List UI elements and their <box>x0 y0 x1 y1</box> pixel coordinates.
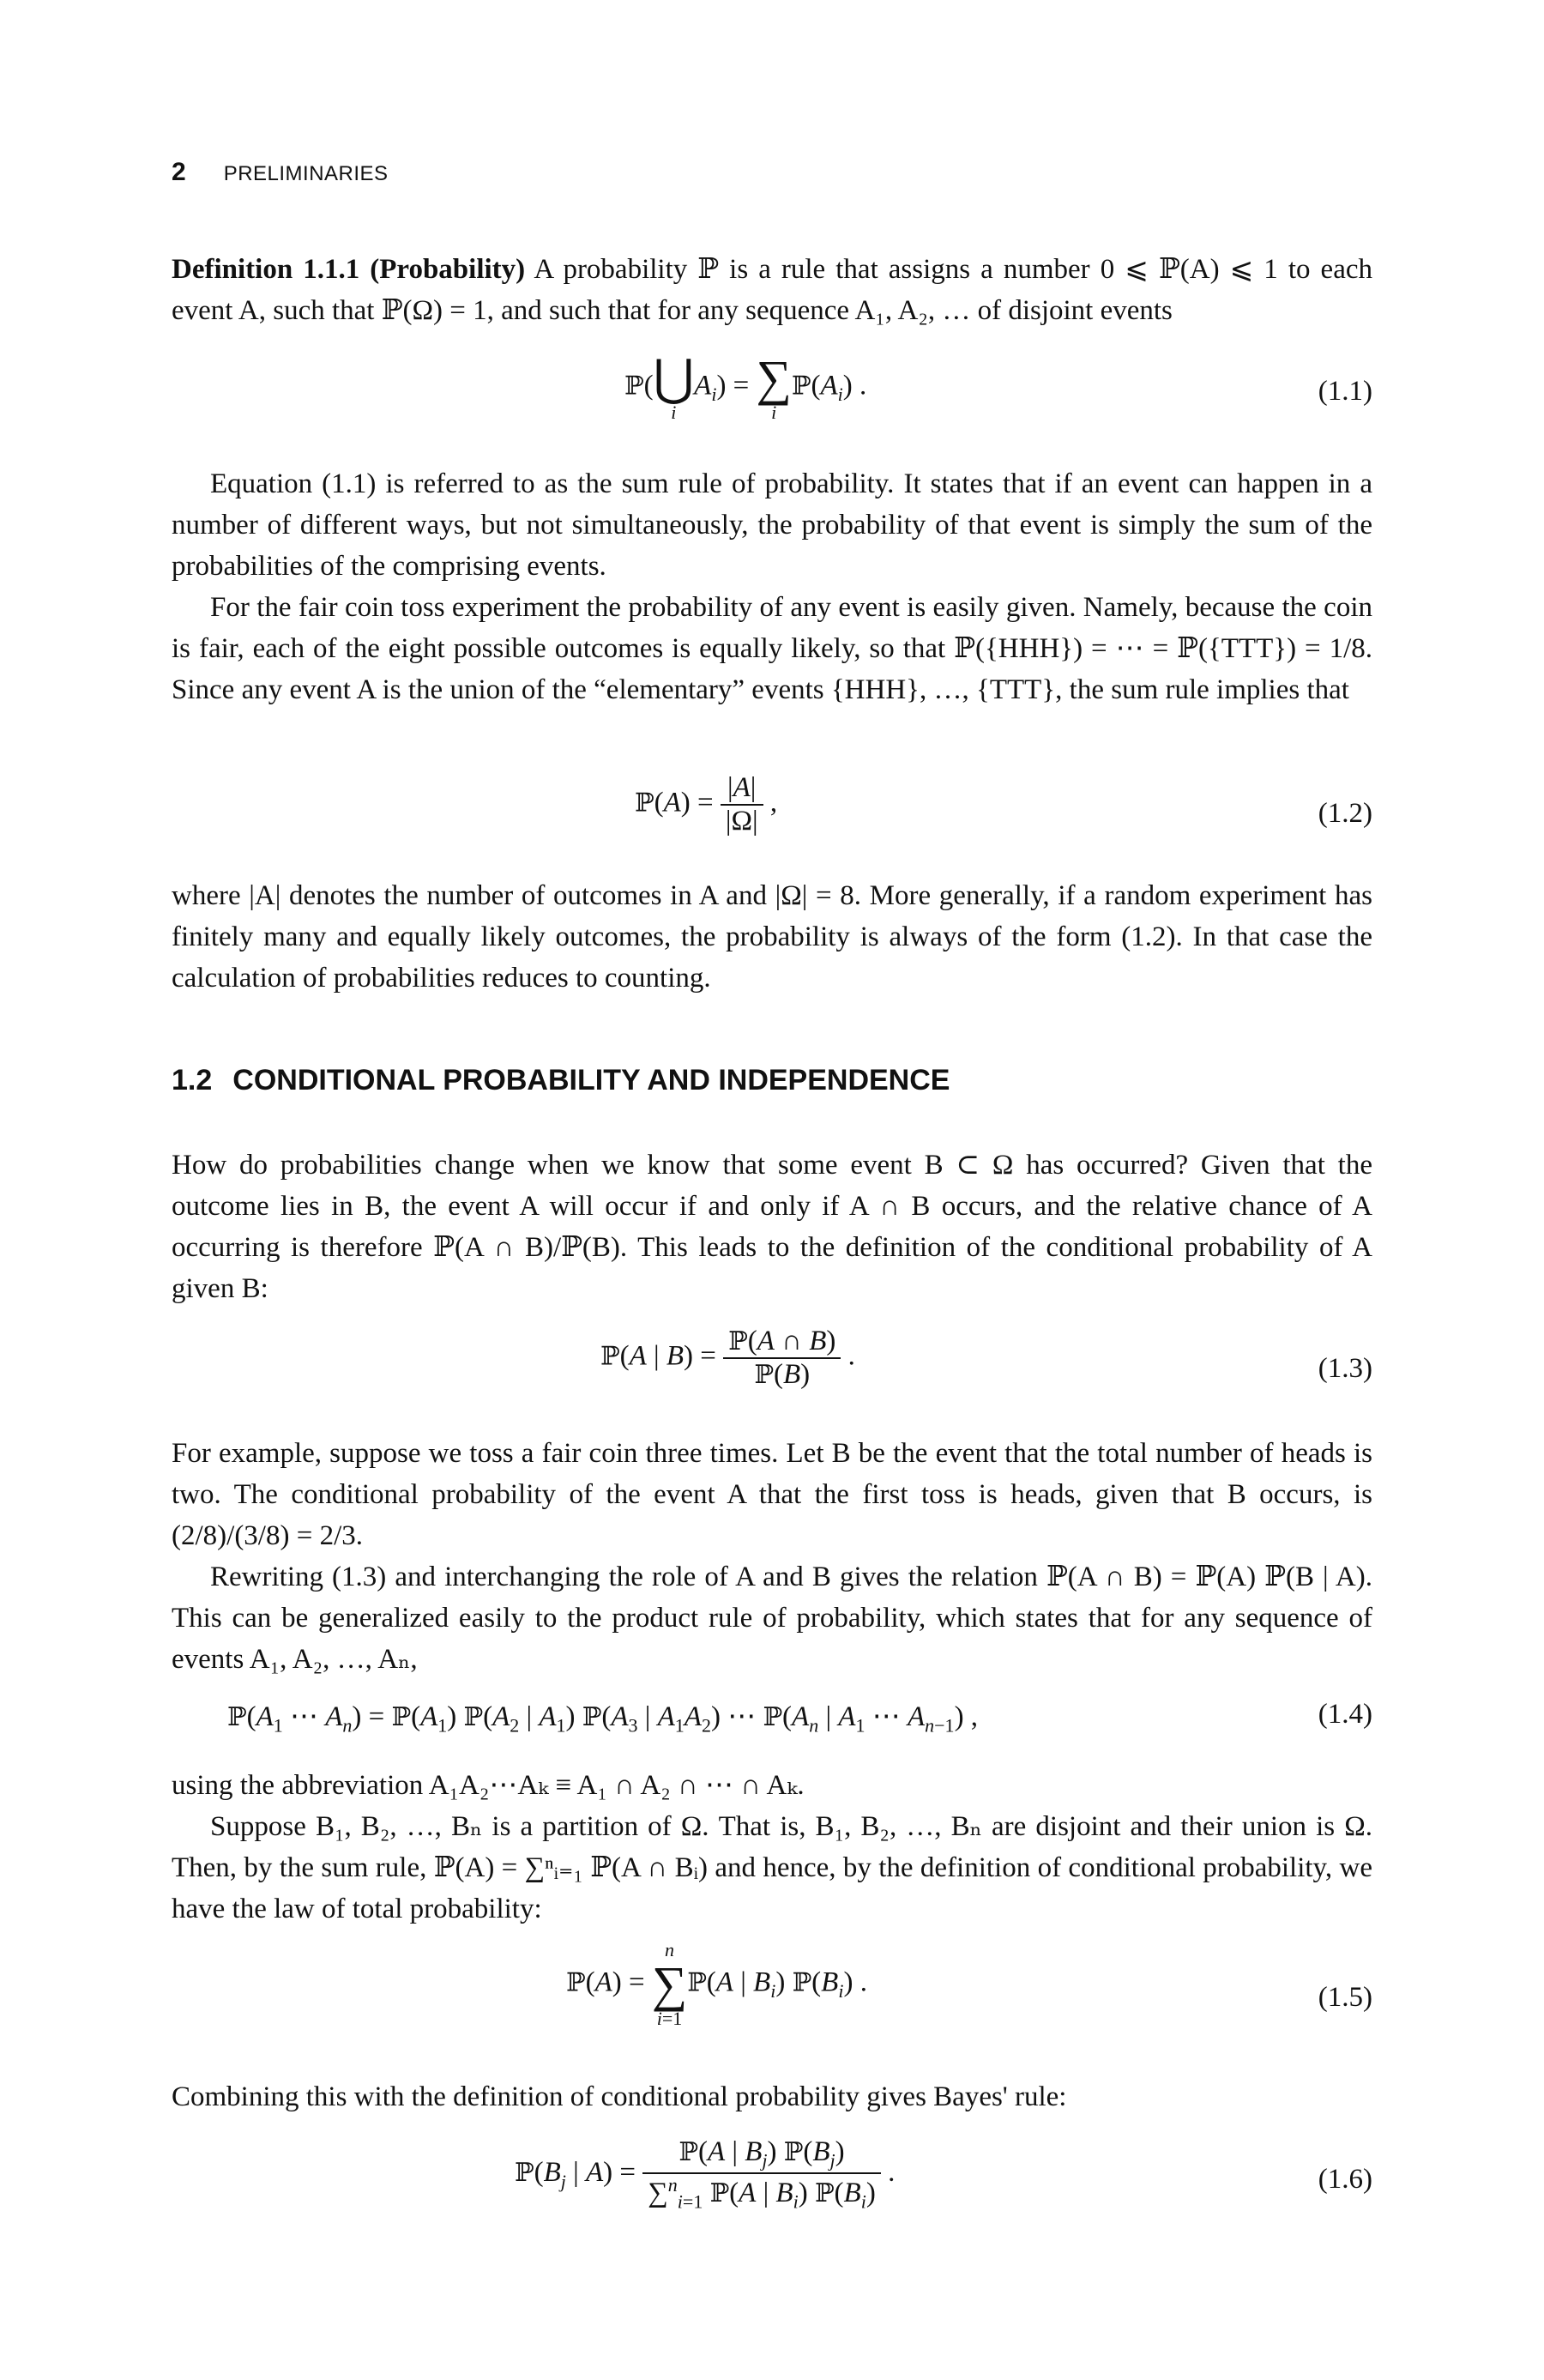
equation-1-6: $ℙ(B_j$ | A) = $\frac{ℙ(A | B_j) ℙ(B_j)}{\sum^n_{i=1} ℙ(A | B_i) ℙ(B_i)}$ . (1.6) <box>515 2136 1372 2213</box>
section-heading <box>172 1064 950 1097</box>
equation-1-2: ℙ(A) = $\frac{|A|}{|\Omega|}$ , (1.2) <box>635 772 1372 837</box>
section-number: 1.2 <box>172 1064 213 1096</box>
paragraph-group-6 <box>172 2076 1372 2117</box>
paragraph: using the abbreviation A₁A₂⋯Aₖ ≡ A₁ ∩ A₂ ∩ ⋯ ∩ Aₖ. <box>172 1770 805 1801</box>
paragraph: Combining this with the definition of conditional probability gives Bayes' rule: <box>172 2081 1067 2112</box>
equation-number: (1.1) <box>1318 376 1372 407</box>
equation-1-3: ℙ(A | B) = $\frac{\text{ℙ(A ∩ B)}}{\text{ℙ(B)}}$ . (1.3) <box>600 1326 1372 1390</box>
equation-number: (1.2) <box>1318 798 1372 829</box>
paragraph: How do probabilities change when we know that some event B ⊂ Ω has occurred? Given that the outcome lies in B, the event A will occur if and only if A ∩ B occurs, and the relative chance of A occurring is therefore ℙ(A ∩ B)/ℙ(B). This leads to the definition of the conditional probability of A given B: <box>172 1150 1372 1304</box>
definition-block <box>172 249 1372 331</box>
equation-number: (1.6) <box>1318 2164 1372 2195</box>
equation-1-1: ℙ( ⋃ i $A_i$) = ∑ i $ℙ(A_i)$ . (1.1) <box>624 350 1372 423</box>
section-title: CONDITIONAL PROBABILITY AND INDEPENDENCE <box>232 1064 950 1096</box>
paragraph: Suppose B₁, B₂, …, Bₙ is a partition of Ω. That is, B₁, B₂, …, Bₙ are disjoint and their union is Ω. Then, by the sum rule, ℙ(A) = ∑ⁿᵢ₌₁ ℙ(A ∩ Bᵢ) and hence, by the definition of conditional probability, we have the law of total probability: <box>172 1811 1372 1924</box>
definition-text: A probability ℙ is a rule that assigns a number 0 ⩽ ℙ(A) ⩽ 1 to each event A, such that ℙ(Ω) = 1, and such that for any sequence A₁, A₂, … of disjoint events <box>172 254 1372 326</box>
paragraph-group-2 <box>172 875 1372 999</box>
paragraph-group-4 <box>172 1433 1372 1680</box>
paragraph-group-3 <box>172 1145 1372 1309</box>
definition-label: Definition 1.1.1 (Probability) <box>172 254 526 285</box>
paragraph: For example, suppose we toss a fair coin three times. Let B be the event that the total number of heads is two. The conditional probability of the event A that the first toss is heads, given that B occurs, is (2/8)/(3/8) = 2/3. <box>172 1438 1372 1551</box>
paragraph: Equation (1.1) is referred to as the sum rule of probability. It states that if an event can happen in a number of different ways, but not simultaneously, the probability of that event is simply the sum of the probabilities of the comprising events. <box>172 468 1372 582</box>
paragraph-group-1 <box>172 463 1372 710</box>
paragraph-group-5 <box>172 1765 1372 1930</box>
running-header <box>172 158 389 187</box>
equation-1-5: ℙ(A) = n ∑ i=1 ℙ(A | $B_i$) $ℙ(B_i)$ . (1.5) <box>566 1939 1372 2029</box>
equation-number: (1.5) <box>1318 1982 1372 2013</box>
equation-number: (1.3) <box>1318 1353 1372 1384</box>
page-number: 2 <box>172 158 186 186</box>
running-title: PRELIMINARIES <box>223 162 389 185</box>
paragraph: For the fair coin toss experiment the probability of any event is easily given. Namely, because the coin is fair, each of the eight possible outcomes is equally likely, so that ℙ({HHH}) = ⋯ = ℙ({TTT}) = 1/8. Since any event A is the union of the “elementary” events {HHH}, …, {TTT}, the sum rule implies that <box>172 592 1372 705</box>
equation-number: (1.4) <box>1318 1699 1372 1730</box>
paragraph: Rewriting (1.3) and interchanging the role of A and B gives the relation ℙ(A ∩ B) = ℙ(A) ℙ(B | A). This can be generalized easily to the product rule of probability, which states that for any sequence of events A₁, A₂, …, Aₙ, <box>172 1561 1372 1675</box>
paragraph: where |A| denotes the number of outcomes in A and |Ω| = 8. More generally, if a random experiment has finitely many and equally likely outcomes, the probability is always of the form (1.2). In that case the calculation of probabilities reduces to counting. <box>172 880 1372 994</box>
equation-1-4: $ℙ(A_1$ ⋯ $A_n$) = $ℙ(A_1)$ $ℙ(A_2$ | $A_1$) $ℙ(A_3$ | $A_1A_2$) ⋯ $ℙ(A_n$ | $A_1$ ⋯ $A_{n-1}$) , (1.4) <box>227 1699 1372 1737</box>
